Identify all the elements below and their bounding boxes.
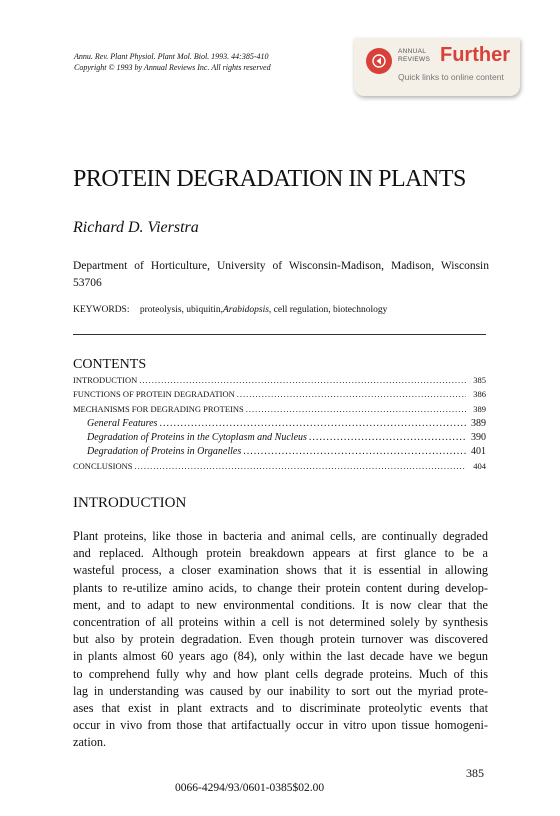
toc-entry[interactable] (73, 404, 486, 418)
toc-leader-dots (237, 389, 466, 399)
toc-entry[interactable] (73, 446, 486, 460)
toc-entry-label: INTRODUCTION (73, 375, 138, 385)
toc-leader-dots (246, 404, 466, 414)
toc-leader-dots (139, 375, 466, 385)
toc-entry[interactable] (73, 432, 486, 446)
toc-entry-label: MECHANISMS FOR DEGRADING PROTEINS (73, 403, 244, 414)
toc-entry-label: Degradation of Proteins in Organelles (87, 446, 242, 458)
body-text-line: zation. (73, 735, 107, 750)
toc-entry-label: Degradation of Proteins in the Cytoplasm and Nucleus (87, 432, 307, 444)
toc-leader-dots (309, 432, 466, 443)
section-heading-introduction: INTRODUCTION (73, 495, 187, 511)
body-text-line: ases that exist in plant extracts and to discriminate proteolytic events that (73, 701, 488, 716)
toc-entry[interactable] (73, 461, 486, 475)
keywords-label: KEYWORDS: (73, 305, 130, 315)
toc-entry-page: 385 (473, 375, 486, 385)
body-text-line: Plant proteins, like those in bacteria and animal cells, are continually degraded (73, 529, 488, 543)
keywords-list-part-1: proteolysis, ubiquitin, (139, 305, 223, 315)
toc-entry-page: 386 (473, 389, 486, 400)
toc-entry-page: 404 (473, 460, 486, 471)
toc-entry-page: 401 (471, 446, 486, 458)
body-text-line: in plants almost 60 years ago (84), only within the last decade have we begun (73, 649, 488, 664)
author-name: Richard D. Vierstra (73, 219, 199, 236)
toc-entry-label: General Features (87, 417, 158, 429)
article-title: PROTEIN DEGRADATION IN PLANTS (73, 166, 466, 192)
toc-entry-label: FUNCTIONS OF PROTEIN DEGRADATION (73, 389, 235, 400)
body-text-line: plants to re-utilize amino acids, to change their protein content during develop- (73, 580, 488, 595)
badge-tagline[interactable]: Quick links to online content (398, 72, 504, 82)
badge-annual-reviews-label: ANNUAL REVIEWS (398, 48, 431, 63)
author-affiliation: Department of Horticulture, University of Wisconsin-Madison, Madison, Wisconsin 53706 (73, 260, 489, 289)
toc-entry[interactable] (73, 375, 486, 389)
journal-citation (74, 52, 271, 73)
citation-line-2: Copyright © 1993 by Annual Reviews Inc. All rights reserved (74, 62, 271, 72)
toc-entry-page: 390 (471, 432, 486, 444)
arrow-left-icon (366, 48, 392, 74)
body-text-line: wasteful process, a closer examination shows that it is essential in allowing (73, 563, 488, 578)
body-text-line: and replaced. Although protein breakdown appears at first glance to be a (73, 546, 488, 561)
keywords-list-part-2: cell regulation, biotechnology (273, 305, 388, 315)
toc-leader-dots (135, 461, 466, 471)
table-of-contents (73, 375, 486, 475)
toc-leader-dots (243, 446, 466, 457)
keywords-list-italic: Arabidopsis, (222, 305, 272, 315)
introduction-body (73, 528, 488, 752)
body-text-line: lag in understanding was caused by our inability to sort out the myriad prote- (73, 683, 488, 698)
annual-reviews-further-badge[interactable] (354, 38, 520, 96)
body-text-line: but also by protein degradation. Even though protein turnover was discovered (73, 632, 488, 647)
body-text-line: occur in vivo from those that artifactually occur in vitro upon tissue homogeni- (73, 718, 488, 733)
toc-entry-page: 389 (473, 403, 486, 414)
toc-entry[interactable] (73, 418, 486, 432)
page-number: 385 (466, 766, 484, 780)
keywords (73, 305, 387, 315)
toc-entry[interactable] (73, 389, 486, 403)
divider (73, 334, 486, 335)
body-text-line: ment, and to adapt to new environmental conditions. It is now clear that the (73, 597, 488, 612)
citation-line-1: Annu. Rev. Plant Physiol. Plant Mol. Biol. 1993. 44:385-410 (74, 52, 269, 61)
badge-further-label: Further (440, 44, 510, 66)
contents-heading: CONTENTS (73, 357, 147, 372)
toc-entry-page: 389 (471, 417, 486, 429)
toc-leader-dots (159, 418, 466, 429)
issn-code: 0066-4294/93/0601-0385$02.00 (175, 782, 325, 794)
body-text-line: to comprehend fully why and how plant cells degrade proteins. Much of this (73, 666, 488, 681)
body-text-line: concentration of all proteins within a cell is not determined solely by synthesis (73, 615, 488, 630)
toc-entry-label: CONCLUSIONS (73, 460, 133, 471)
